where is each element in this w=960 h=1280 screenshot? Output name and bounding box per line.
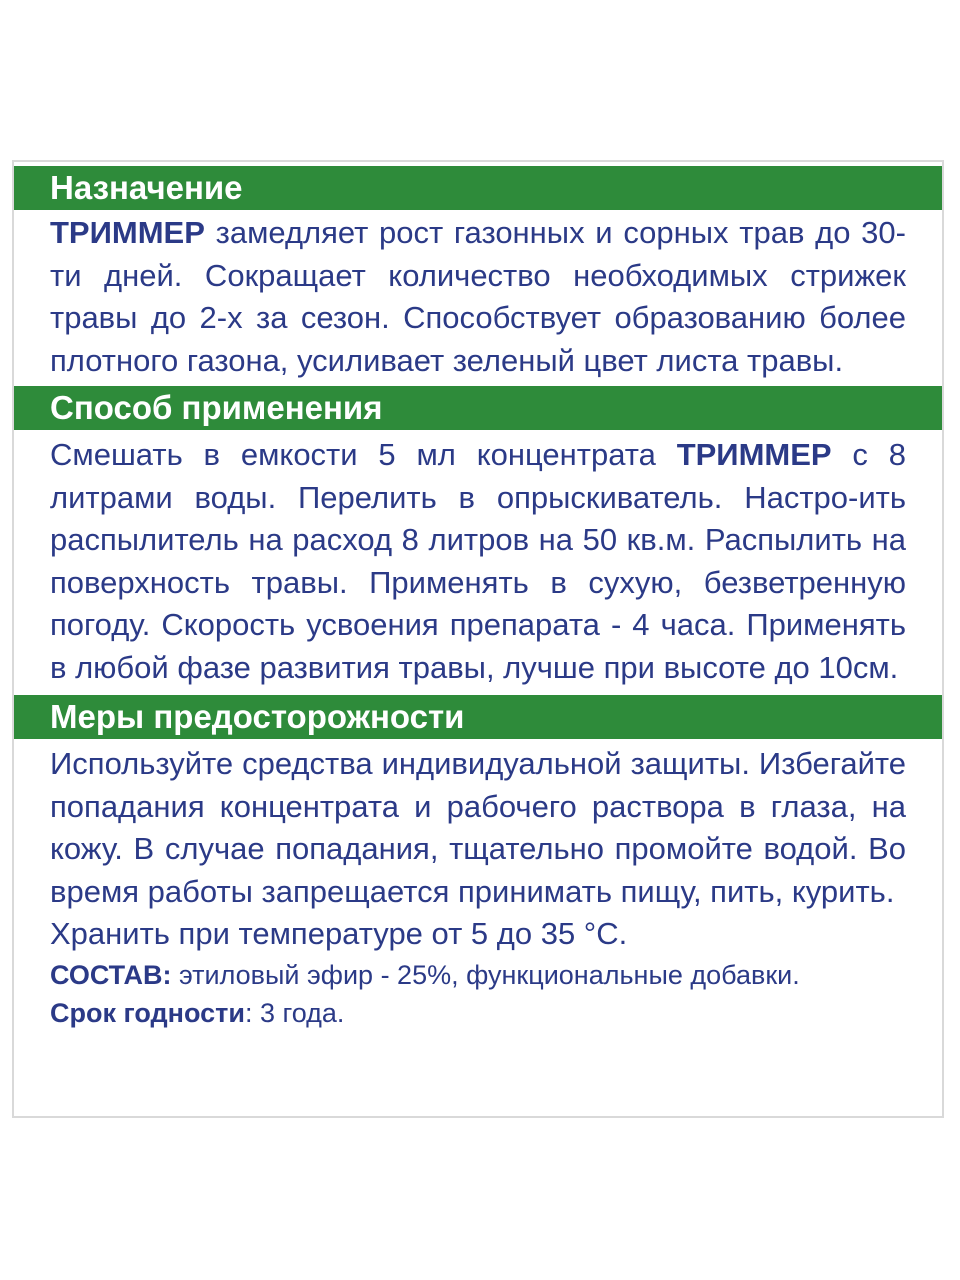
shelf-life-label: Срок годности	[50, 997, 245, 1028]
section-header-usage: Способ применения	[14, 386, 942, 430]
section-body-usage	[14, 430, 942, 695]
section-header-safety: Меры предосторожности	[14, 695, 942, 739]
composition-value: этиловый эфир - 25%, функциональные добавки.	[171, 959, 800, 990]
storage-line: Хранить при температуре от 5 до 35 °С.	[50, 916, 628, 951]
composition-line	[50, 956, 906, 994]
usage-text-before: Смешать в емкости 5 мл концентрата	[50, 437, 677, 472]
safety-paragraph: Используйте средства индивидуальной защиты. Избегайте попадания концентрата и рабочего раствора в глаза, на кожу. В случае попадания, тщательно промойте водой. Во время работы запрещается принимать пищу, пить, курить.	[50, 746, 906, 909]
purpose-text: замедляет рост газонных и сорных трав до 30-ти дней. Сокращает количество необходимых стрижек травы до 2-х за сезон. Способствует образованию более плотного газона, усиливает зеленый цвет листа травы.	[50, 215, 906, 378]
usage-paragraph	[50, 434, 906, 689]
composition-label: СОСТАВ:	[50, 959, 172, 990]
shelf-life-line	[50, 994, 906, 1032]
section-body-safety	[14, 739, 942, 1032]
purpose-paragraph	[50, 212, 906, 382]
instructions-card	[12, 160, 944, 1118]
brand-name: ТРИММЕР	[676, 437, 832, 472]
section-header-purpose: Назначение	[14, 166, 942, 210]
shelf-life-value: : 3 года.	[244, 997, 345, 1028]
section-body-purpose	[14, 210, 942, 386]
brand-name: ТРИММЕР	[50, 215, 205, 250]
usage-text-after: с 8 литрами воды. Перелить в опрыскиватель. Настро-ить распылитель на расход 8 литров на 50 кв.м. Распылить на поверхность травы. Применять в сухую, безветренную погоду. Скорость усвоения препарата - 4 часа. Применять в любой фазе развития травы, лучше при высоте до 10см.	[50, 437, 907, 685]
